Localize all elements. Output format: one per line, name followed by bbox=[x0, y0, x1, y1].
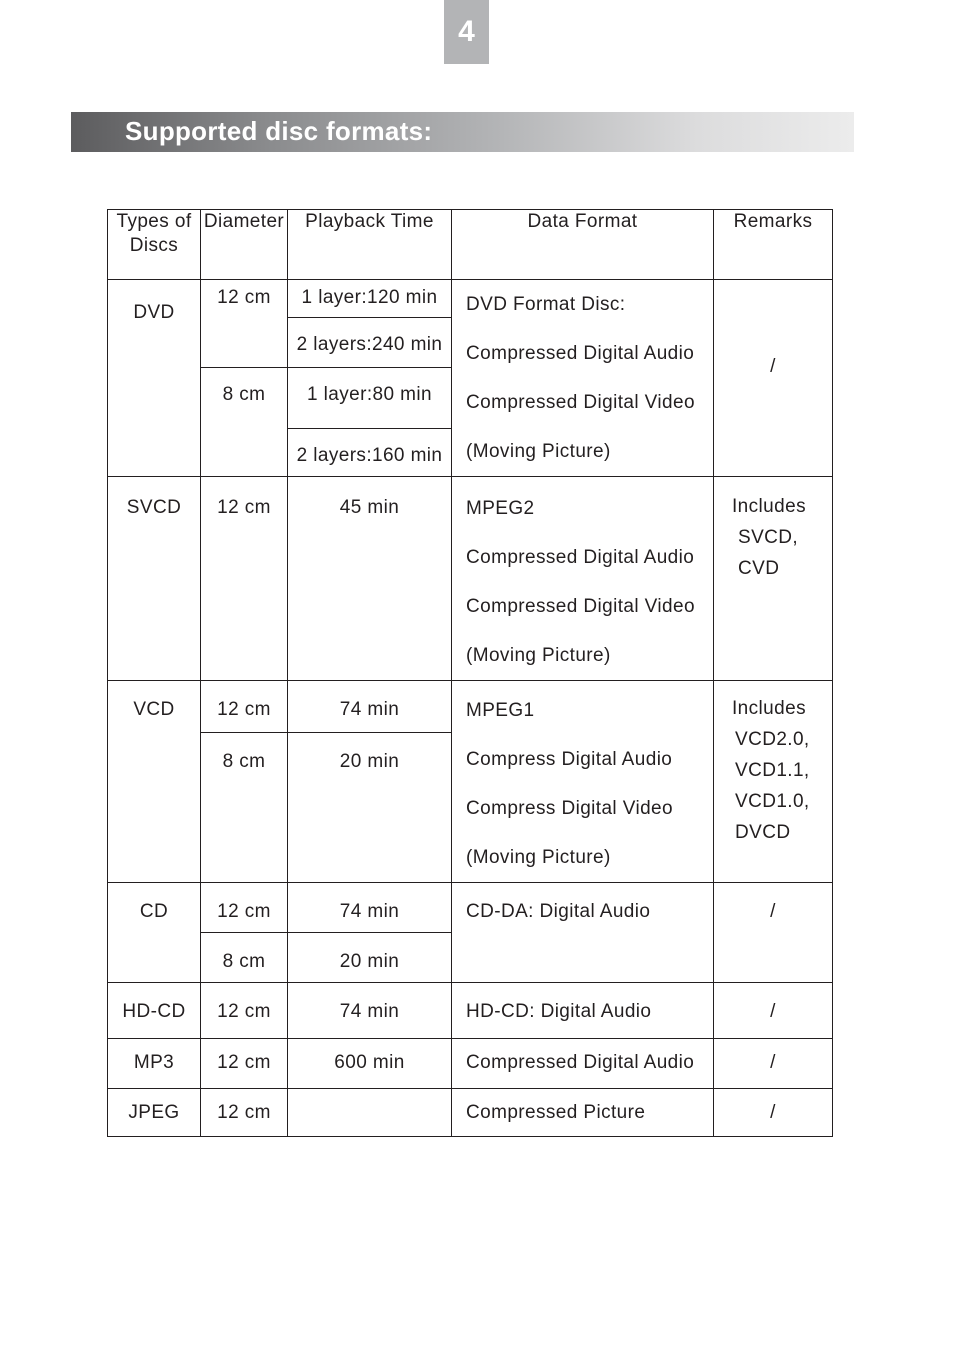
cd-time-8: 20 min bbox=[288, 933, 452, 983]
svcd-remarks: Includes SVCD, CVD bbox=[714, 477, 833, 681]
svcd-data-format: MPEG2 Compressed Digital Audio Compressed Digital Video (Moving Picture) bbox=[452, 477, 714, 681]
cd-remarks: / bbox=[714, 883, 833, 983]
dvd-time-3: 1 layer:80 min bbox=[288, 368, 452, 429]
cd-data-format: CD-DA: Digital Audio bbox=[452, 883, 714, 983]
vcd-time-12: 74 min bbox=[288, 681, 452, 733]
table-row bbox=[108, 883, 833, 933]
dvd-type: DVD bbox=[108, 280, 201, 477]
page-number: 4 bbox=[458, 15, 475, 48]
svcd-time: 45 min bbox=[288, 477, 452, 681]
hdcd-data-format: HD-CD: Digital Audio bbox=[452, 983, 714, 1039]
hdcd-remarks: / bbox=[714, 983, 833, 1039]
table-row bbox=[108, 280, 833, 318]
dvd-data-format: DVD Format Disc: Compressed Digital Audio Compressed Digital Video (Moving Picture) bbox=[452, 280, 714, 477]
page-number-tab bbox=[444, 0, 489, 64]
mp3-remarks: / bbox=[714, 1039, 833, 1089]
vcd-type: VCD bbox=[108, 681, 201, 883]
table-row bbox=[108, 1039, 833, 1089]
jpeg-diameter: 12 cm bbox=[201, 1089, 288, 1137]
mp3-type: MP3 bbox=[108, 1039, 201, 1089]
hdcd-time: 74 min bbox=[288, 983, 452, 1039]
header-diameter: Diameter bbox=[201, 210, 288, 280]
header-playback-time: Playback Time bbox=[288, 210, 452, 280]
section-title: Supported disc formats: bbox=[125, 116, 433, 146]
svcd-diameter: 12 cm bbox=[201, 477, 288, 681]
disc-formats-table bbox=[107, 209, 833, 1137]
dvd-time-4: 2 layers:160 min bbox=[288, 429, 452, 477]
section-header-bar bbox=[71, 112, 854, 152]
dvd-remarks: / bbox=[714, 280, 833, 477]
jpeg-remarks: / bbox=[714, 1089, 833, 1137]
table-row bbox=[108, 983, 833, 1039]
cd-diameter-12: 12 cm bbox=[201, 883, 288, 933]
cd-type: CD bbox=[108, 883, 201, 983]
jpeg-data-format: Compressed Picture bbox=[452, 1089, 714, 1137]
dvd-time-1: 1 layer:120 min bbox=[288, 280, 452, 318]
dvd-diameter-12: 12 cm bbox=[201, 280, 288, 368]
mp3-diameter: 12 cm bbox=[201, 1039, 288, 1089]
dvd-time-2: 2 layers:240 min bbox=[288, 318, 452, 368]
table-row bbox=[108, 681, 833, 733]
svcd-type: SVCD bbox=[108, 477, 201, 681]
mp3-data-format: Compressed Digital Audio bbox=[452, 1039, 714, 1089]
vcd-time-8: 20 min bbox=[288, 732, 452, 882]
vcd-remarks: Includes VCD2.0, VCD1.1, VCD1.0, DVCD bbox=[714, 681, 833, 883]
hdcd-diameter: 12 cm bbox=[201, 983, 288, 1039]
hdcd-type: HD-CD bbox=[108, 983, 201, 1039]
table-header-row bbox=[108, 210, 833, 280]
jpeg-time bbox=[288, 1089, 452, 1137]
mp3-time: 600 min bbox=[288, 1039, 452, 1089]
cd-time-12: 74 min bbox=[288, 883, 452, 933]
vcd-data-format: MPEG1 Compress Digital Audio Compress Digital Video (Moving Picture) bbox=[452, 681, 714, 883]
cd-diameter-8: 8 cm bbox=[201, 933, 288, 983]
table-row bbox=[108, 477, 833, 681]
header-remarks: Remarks bbox=[714, 210, 833, 280]
dvd-diameter-8: 8 cm bbox=[201, 368, 288, 477]
header-data-format: Data Format bbox=[452, 210, 714, 280]
jpeg-type: JPEG bbox=[108, 1089, 201, 1137]
vcd-diameter-12: 12 cm bbox=[201, 681, 288, 733]
vcd-diameter-8: 8 cm bbox=[201, 732, 288, 882]
header-types: Types of Discs bbox=[108, 210, 201, 280]
table-row bbox=[108, 1089, 833, 1137]
